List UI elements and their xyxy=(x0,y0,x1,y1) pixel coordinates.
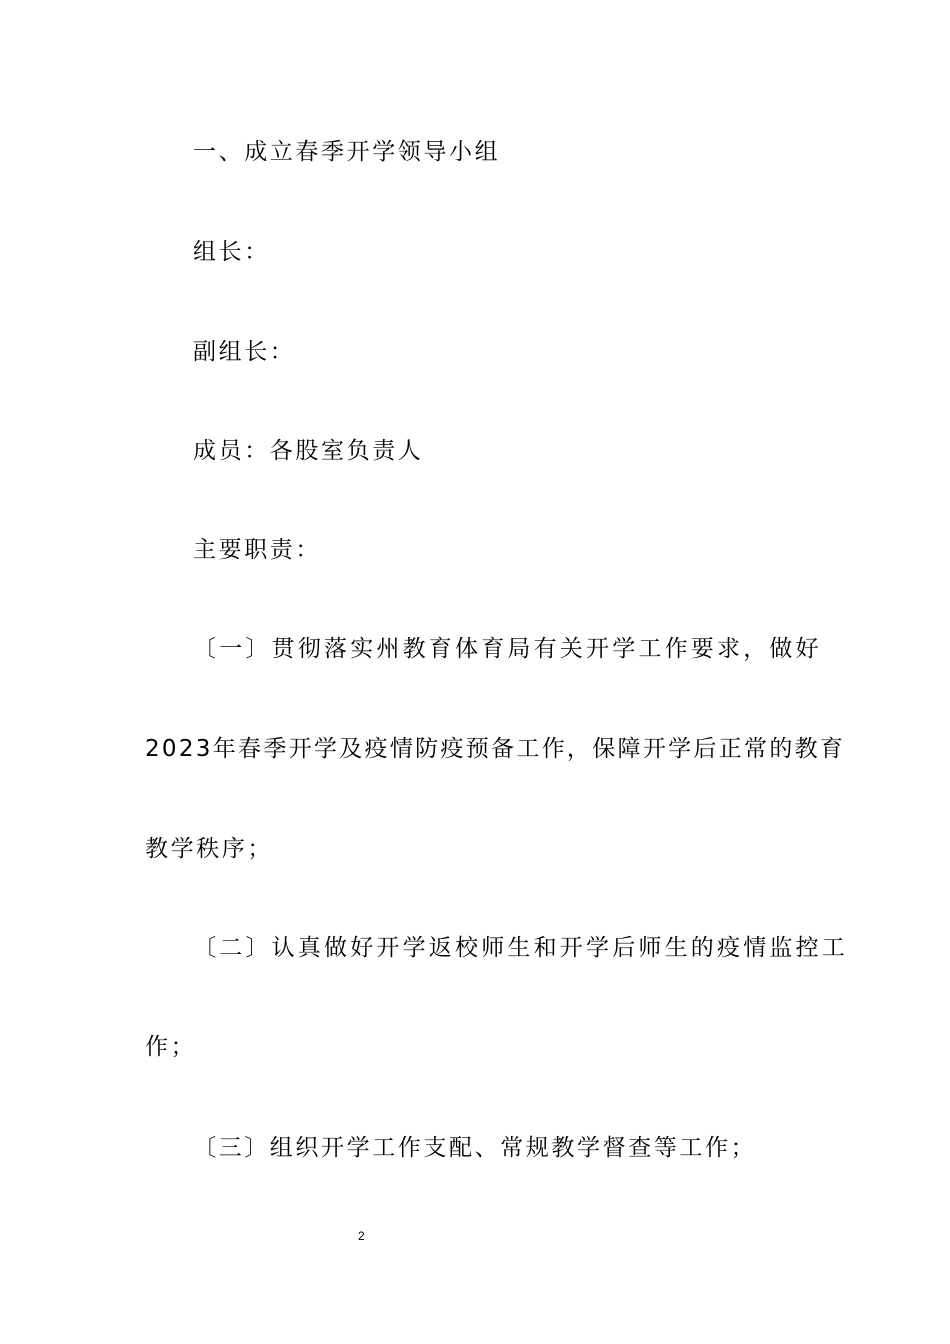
duty-1-line-2: 2023年春季开学及疫情防疫预备工作，保障开学后正常的教育 xyxy=(145,736,846,762)
duty-3-line-1: 〔三〕组织开学工作支配、常规教学督查等工作； xyxy=(193,1135,757,1161)
duty-2-line-1: 〔二〕认真做好开学返校师生和开学后师生的疫情监控工 xyxy=(193,935,848,961)
page-number: 2 xyxy=(358,1229,365,1243)
duty-2-line-2: 作； xyxy=(145,1034,197,1060)
leader-line: 组长： xyxy=(193,239,270,265)
members-line: 成员：各股室负责人 xyxy=(193,438,424,464)
duty-1-line-1: 〔一〕贯彻落实州教育体育局有关开学工作要求，做好 xyxy=(193,636,822,662)
duty-1-line-3: 教学秩序； xyxy=(145,836,273,862)
duties-title: 主要职责： xyxy=(193,537,321,563)
deputy-leader-line: 副组长： xyxy=(193,339,296,365)
section-heading: 一、成立春季开学领导小组 xyxy=(193,139,501,165)
